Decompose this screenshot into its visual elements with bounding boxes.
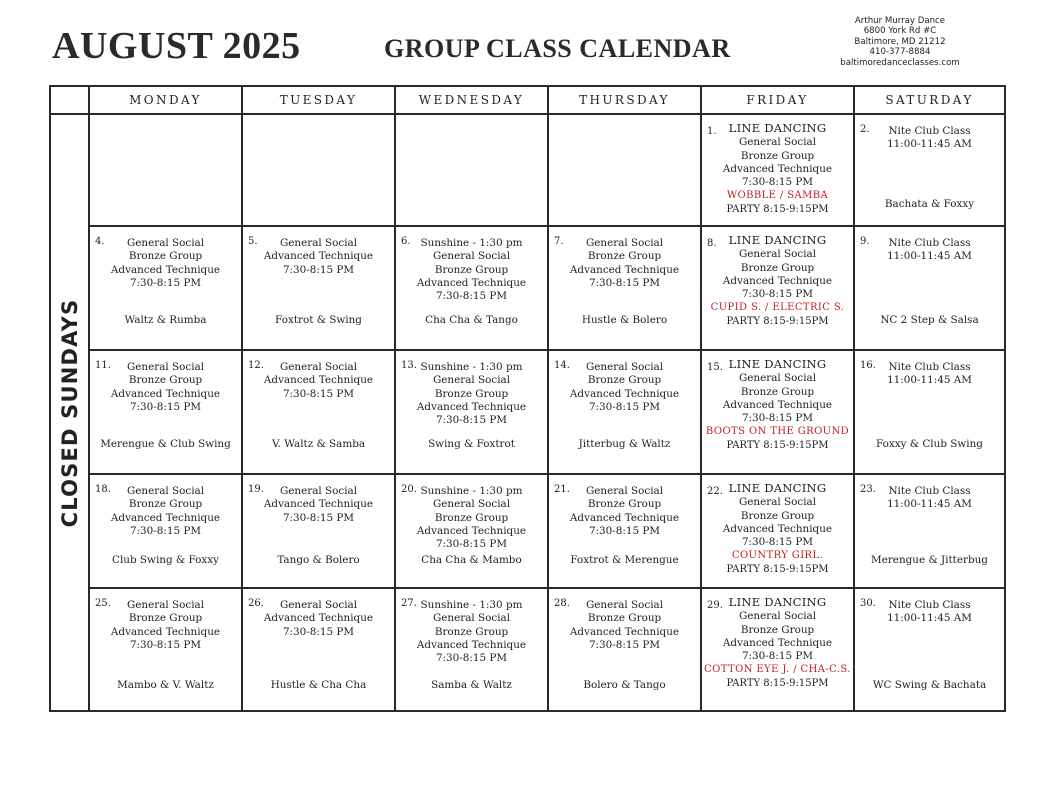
dance-theme: Swing & Foxtrot	[428, 437, 515, 450]
date-number: 1.	[707, 126, 717, 137]
date-number: 2.	[860, 124, 870, 135]
header-corner-cell	[51, 87, 90, 115]
dance-theme: Foxxy & Club Swing	[876, 437, 983, 450]
class-line: Bronze Group	[740, 149, 815, 162]
class-line: General Social	[585, 599, 664, 611]
class-line: 7:30-8:15 PM	[741, 536, 814, 549]
dance-theme: V. Waltz & Samba	[271, 437, 366, 450]
date-number: 6.	[401, 236, 411, 247]
studio-address-line2: Baltimore, MD 21212	[854, 36, 946, 47]
day-cell-week1-tuesday	[243, 115, 396, 227]
party-time: PARTY 8:15-9:15PM	[726, 563, 829, 575]
class-line: Bronze Group	[434, 625, 509, 638]
studio-info	[836, 16, 964, 68]
studio-phone: 410-377-8884	[869, 47, 931, 58]
class-line: Bronze Group	[740, 385, 815, 398]
day-cell-week2-friday	[702, 227, 855, 351]
day-header-thursday: THURSDAY	[549, 87, 702, 115]
class-line: Advanced Technique	[110, 511, 221, 524]
class-line: Advanced Technique	[263, 250, 374, 263]
class-line: Bronze Group	[740, 261, 815, 274]
date-number: 12.	[248, 360, 264, 371]
dance-theme: Bachata & Foxxy	[884, 197, 975, 210]
class-line: Bronze Group	[587, 250, 662, 263]
line-dancing-heading: LINE DANCING	[728, 357, 827, 371]
day-header-monday: MONDAY	[90, 87, 243, 115]
class-line: 7:30-8:15 PM	[588, 400, 661, 413]
day-cell-week4-saturday	[855, 475, 1004, 589]
day-cell-week5-saturday	[855, 589, 1004, 710]
day-cell-week4-wednesday	[396, 475, 549, 589]
dance-theme: NC 2 Step & Salsa	[880, 313, 979, 326]
day-cell-week2-saturday	[855, 227, 1004, 351]
day-cell-week3-friday	[702, 351, 855, 475]
class-line: Advanced Technique	[263, 498, 374, 511]
class-line: Bronze Group	[434, 511, 509, 524]
calendar-grid	[49, 85, 1006, 712]
dance-theme: Merengue & Club Swing	[100, 437, 231, 450]
day-cell-week5-friday	[702, 589, 855, 710]
dance-theme: Club Swing & Foxxy	[112, 553, 219, 566]
day-cell-week1-saturday	[855, 115, 1004, 227]
class-line: 7:30-8:15 PM	[129, 524, 202, 537]
date-number: 30.	[860, 598, 876, 609]
class-line: 7:30-8:15 PM	[588, 524, 661, 537]
class-line: Advanced Technique	[263, 612, 374, 625]
date-number: 15.	[707, 362, 723, 373]
day-cell-week4-thursday	[549, 475, 702, 589]
class-line: General Social	[279, 599, 358, 611]
dance-theme: Hustle & Cha Cha	[270, 678, 367, 691]
class-line: 7:30-8:15 PM	[741, 412, 814, 425]
class-line: Sunshine - 1:30 pm	[420, 237, 523, 249]
line-dance-songs: COTTON EYE J. / CHA-C.S.	[704, 664, 851, 676]
class-line: General Social	[126, 361, 205, 373]
class-line: General Social	[738, 610, 817, 623]
class-line: Advanced Technique	[416, 638, 527, 651]
date-number: 13.	[401, 360, 417, 371]
class-line: General Social	[738, 248, 817, 261]
day-cell-week2-wednesday	[396, 227, 549, 351]
dance-theme: Foxtrot & Swing	[275, 313, 362, 326]
class-line: Advanced Technique	[416, 276, 527, 289]
class-line: Bronze Group	[587, 612, 662, 625]
class-line: Sunshine - 1:30 pm	[420, 361, 523, 373]
date-number: 14.	[554, 360, 570, 371]
day-cell-week4-monday	[90, 475, 243, 589]
class-line: Advanced Technique	[722, 522, 833, 535]
class-line: General Social	[432, 498, 511, 511]
class-line: Advanced Technique	[569, 387, 680, 400]
dance-theme: Merengue & Jitterbug	[871, 553, 988, 566]
class-line: Advanced Technique	[569, 263, 680, 276]
class-line: Bronze Group	[128, 612, 203, 625]
day-cell-week2-thursday	[549, 227, 702, 351]
calendar-title: GROUP CLASS CALENDAR	[384, 34, 731, 63]
day-cell-week5-thursday	[549, 589, 702, 710]
class-line: Advanced Technique	[722, 398, 833, 411]
class-line: 11:00-11:45 AM	[887, 138, 972, 151]
class-line: 7:30-8:15 PM	[435, 290, 508, 303]
class-line: 7:30-8:15 PM	[282, 387, 355, 400]
dance-theme: Samba & Waltz	[431, 678, 512, 691]
day-cell-week3-wednesday	[396, 351, 549, 475]
class-line: Advanced Technique	[569, 511, 680, 524]
class-line: 7:30-8:15 PM	[588, 276, 661, 289]
day-cell-week1-monday	[90, 115, 243, 227]
party-time: PARTY 8:15-9:15PM	[726, 315, 829, 327]
party-time: PARTY 8:15-9:15PM	[726, 203, 829, 215]
dance-theme: Waltz & Rumba	[124, 313, 207, 326]
line-dancing-heading: LINE DANCING	[728, 595, 827, 609]
day-cell-week1-thursday	[549, 115, 702, 227]
closed-sundays-label: CLOSED SUNDAYS	[57, 298, 82, 527]
dance-theme: Foxtrot & Merengue	[570, 553, 679, 566]
dance-theme: Cha Cha & Mambo	[421, 553, 522, 566]
class-line: General Social	[279, 485, 358, 497]
class-line: Nite Club Class	[888, 361, 971, 373]
class-line: 11:00-11:45 AM	[887, 498, 972, 511]
class-line: 7:30-8:15 PM	[129, 400, 202, 413]
dance-theme: Bolero & Tango	[583, 678, 666, 691]
day-header-wednesday: WEDNESDAY	[396, 87, 549, 115]
class-line: 7:30-8:15 PM	[741, 288, 814, 301]
line-dancing-heading: LINE DANCING	[728, 481, 827, 495]
day-cell-week1-wednesday	[396, 115, 549, 227]
class-line: Bronze Group	[434, 387, 509, 400]
date-number: 23.	[860, 484, 876, 495]
day-cell-week5-monday	[90, 589, 243, 710]
day-cell-week2-tuesday	[243, 227, 396, 351]
class-line: General Social	[279, 361, 358, 373]
day-cell-week3-saturday	[855, 351, 1004, 475]
class-line: General Social	[432, 374, 511, 387]
class-line: General Social	[126, 485, 205, 497]
class-line: Nite Club Class	[888, 237, 971, 249]
class-line: General Social	[738, 372, 817, 385]
class-line: Advanced Technique	[263, 374, 374, 387]
class-line: 7:30-8:15 PM	[741, 176, 814, 189]
day-header-tuesday: TUESDAY	[243, 87, 396, 115]
class-line: General Social	[432, 250, 511, 263]
class-line: 7:30-8:15 PM	[435, 414, 508, 427]
class-line: 7:30-8:15 PM	[282, 625, 355, 638]
studio-address-line1: 6800 York Rd #C	[863, 26, 937, 37]
class-line: Bronze Group	[434, 263, 509, 276]
class-line: Bronze Group	[128, 498, 203, 511]
class-line: Advanced Technique	[569, 625, 680, 638]
class-line: Bronze Group	[740, 623, 815, 636]
line-dance-songs: COUNTRY GIRL.	[731, 550, 824, 562]
class-line: General Social	[585, 237, 664, 249]
day-cell-week4-tuesday	[243, 475, 396, 589]
class-line: Bronze Group	[740, 509, 815, 522]
class-line: Nite Club Class	[888, 599, 971, 611]
studio-website: baltimoredanceclasses.com	[840, 57, 960, 68]
dance-theme: Jitterbug & Waltz	[578, 437, 671, 450]
date-number: 28.	[554, 598, 570, 609]
class-line: General Social	[126, 237, 205, 249]
day-cell-week3-monday	[90, 351, 243, 475]
dance-theme: Cha Cha & Tango	[425, 313, 518, 326]
date-number: 29.	[707, 600, 723, 611]
class-line: Sunshine - 1:30 pm	[420, 599, 523, 611]
class-line: Advanced Technique	[722, 162, 833, 175]
day-cell-week3-thursday	[549, 351, 702, 475]
class-line: General Social	[738, 136, 817, 149]
class-line: Bronze Group	[587, 498, 662, 511]
date-number: 26.	[248, 598, 264, 609]
day-header-saturday: SATURDAY	[855, 87, 1004, 115]
day-cell-week2-monday	[90, 227, 243, 351]
class-line: General Social	[279, 237, 358, 249]
class-line: Bronze Group	[128, 250, 203, 263]
studio-name: Arthur Murray Dance	[854, 16, 946, 26]
date-number: 25.	[95, 598, 111, 609]
day-cell-week4-friday	[702, 475, 855, 589]
dance-theme: WC Swing & Bachata	[872, 678, 987, 691]
date-number: 20.	[401, 484, 417, 495]
date-number: 27.	[401, 598, 417, 609]
class-line: Advanced Technique	[110, 263, 221, 276]
date-number: 18.	[95, 484, 111, 495]
class-line: Bronze Group	[128, 374, 203, 387]
date-number: 11.	[95, 360, 111, 371]
class-line: Advanced Technique	[110, 387, 221, 400]
class-line: Sunshine - 1:30 pm	[420, 485, 523, 497]
class-line: Advanced Technique	[110, 625, 221, 638]
class-line: Nite Club Class	[888, 125, 971, 137]
closed-sundays-column	[51, 115, 90, 710]
class-line: General Social	[585, 485, 664, 497]
date-number: 9.	[860, 236, 870, 247]
class-line: Bronze Group	[587, 374, 662, 387]
date-number: 19.	[248, 484, 264, 495]
class-line: 7:30-8:15 PM	[588, 638, 661, 651]
party-time: PARTY 8:15-9:15PM	[726, 677, 829, 689]
party-time: PARTY 8:15-9:15PM	[726, 439, 829, 451]
class-line: Advanced Technique	[722, 274, 833, 287]
date-number: 7.	[554, 236, 564, 247]
class-line: General Social	[585, 361, 664, 373]
day-cell-week5-tuesday	[243, 589, 396, 710]
class-line: 7:30-8:15 PM	[435, 538, 508, 551]
line-dance-songs: CUPID S. / ELECTRIC S.	[710, 302, 845, 314]
month-year-title: AUGUST 2025	[52, 25, 301, 67]
dance-theme: Hustle & Bolero	[581, 313, 668, 326]
dance-theme: Tango & Bolero	[277, 553, 360, 566]
class-line: 11:00-11:45 AM	[887, 612, 972, 625]
class-line: Advanced Technique	[416, 524, 527, 537]
date-number: 22.	[707, 486, 723, 497]
date-number: 5.	[248, 236, 258, 247]
class-line: Advanced Technique	[722, 636, 833, 649]
day-header-friday: FRIDAY	[702, 87, 855, 115]
date-number: 16.	[860, 360, 876, 371]
class-line: 7:30-8:15 PM	[741, 650, 814, 663]
dance-theme: Mambo & V. Waltz	[117, 678, 214, 691]
date-number: 4.	[95, 236, 105, 247]
class-line: General Social	[432, 612, 511, 625]
line-dance-songs: WOBBLE / SAMBA	[726, 190, 829, 202]
class-line: 7:30-8:15 PM	[435, 652, 508, 665]
date-number: 8.	[707, 238, 717, 249]
day-cell-week5-wednesday	[396, 589, 549, 710]
day-cell-week1-friday	[702, 115, 855, 227]
line-dance-songs: BOOTS ON THE GROUND	[705, 426, 850, 438]
line-dancing-heading: LINE DANCING	[728, 121, 827, 135]
class-line: 7:30-8:15 PM	[129, 276, 202, 289]
class-line: 7:30-8:15 PM	[282, 263, 355, 276]
class-line: 7:30-8:15 PM	[282, 511, 355, 524]
line-dancing-heading: LINE DANCING	[728, 233, 827, 247]
class-line: 11:00-11:45 AM	[887, 374, 972, 387]
class-line: General Social	[738, 496, 817, 509]
class-line: Nite Club Class	[888, 485, 971, 497]
class-line: 7:30-8:15 PM	[129, 638, 202, 651]
date-number: 21.	[554, 484, 570, 495]
class-line: 11:00-11:45 AM	[887, 250, 972, 263]
day-cell-week3-tuesday	[243, 351, 396, 475]
class-line: General Social	[126, 599, 205, 611]
class-line: Advanced Technique	[416, 400, 527, 413]
